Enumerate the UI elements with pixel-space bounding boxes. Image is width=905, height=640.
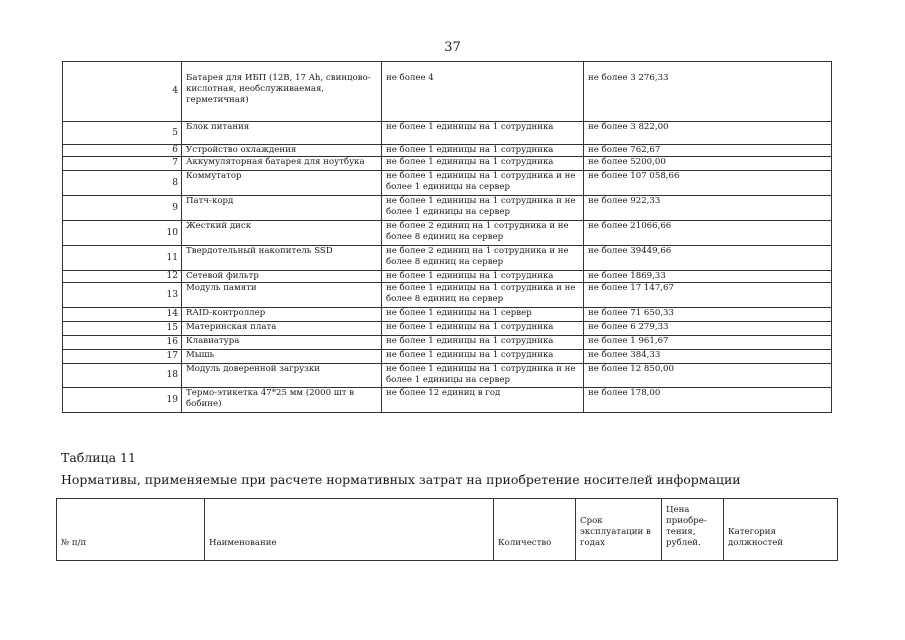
- row-number: 8: [63, 171, 182, 196]
- table-row: [63, 271, 832, 283]
- item-quantity: не более 1 единицы на 1 сотрудника: [382, 157, 584, 171]
- row-number: 17: [63, 350, 182, 364]
- table-row: [63, 145, 832, 157]
- item-name: Термо-этикетка 47*25 мм (2000 шт в бобине): [182, 388, 382, 413]
- row-number: 5: [63, 122, 182, 145]
- item-name: Блок питания: [182, 122, 382, 145]
- item-price: не более 17 147,67: [584, 283, 832, 308]
- item-name: Аккумуляторная батарея для ноутбука: [182, 157, 382, 171]
- table-row: [63, 221, 832, 246]
- header-category: Категория должностей: [724, 499, 838, 561]
- item-quantity: не более 2 единиц на 1 сотрудника и не более 8 единиц на сервер: [382, 246, 584, 271]
- table-row: [63, 157, 832, 171]
- item-quantity: не более 1 единицы на 1 сервер: [382, 308, 584, 322]
- table-row: [63, 336, 832, 350]
- item-quantity: не более 1 единицы на 1 сотрудника и не более 1 единицы на сервер: [382, 171, 584, 196]
- item-name: Жесткий диск: [182, 221, 382, 246]
- item-price: не более 21066,66: [584, 221, 832, 246]
- item-name: Модуль памяти: [182, 283, 382, 308]
- table-row: [63, 308, 832, 322]
- item-name: Модуль доверенной загрузки: [182, 364, 382, 388]
- table-row: [63, 246, 832, 271]
- item-quantity: не более 12 единиц в год: [382, 388, 584, 413]
- item-name: RAID-контроллер: [182, 308, 382, 322]
- table-row: [63, 283, 832, 308]
- table-row: [63, 388, 832, 413]
- item-name: Патч-корд: [182, 196, 382, 221]
- item-name: Материнская плата: [182, 322, 382, 336]
- item-quantity: не более 1 единицы на 1 сотрудника и не более 1 единицы на сервер: [382, 196, 584, 221]
- header-qty: Количество: [494, 499, 576, 561]
- item-quantity: не более 4: [382, 62, 584, 122]
- item-name: Сетевой фильтр: [182, 271, 382, 283]
- row-number: 11: [63, 246, 182, 271]
- table-title: Нормативы, применяемые при расчете нормативных затрат на приобретение носителей информации: [61, 472, 741, 487]
- item-price: не более 71 650,33: [584, 308, 832, 322]
- item-price: не более 1869,33: [584, 271, 832, 283]
- item-price: не более 762,67: [584, 145, 832, 157]
- table-row: [63, 364, 832, 388]
- item-quantity: не более 1 единицы на 1 сотрудника: [382, 350, 584, 364]
- item-price: не более 1 961,67: [584, 336, 832, 350]
- table-row: [63, 350, 832, 364]
- item-price: не более 6 279,33: [584, 322, 832, 336]
- item-quantity: не более 1 единицы на 1 сотрудника: [382, 322, 584, 336]
- item-quantity: не более 1 единицы на 1 сотрудника: [382, 271, 584, 283]
- row-number: 7: [63, 157, 182, 171]
- item-quantity: не более 1 единицы на 1 сотрудника и не более 1 единицы на сервер: [382, 364, 584, 388]
- item-name: Мышь: [182, 350, 382, 364]
- table-row: [63, 196, 832, 221]
- item-name: Коммутатор: [182, 171, 382, 196]
- item-name: Клавиатура: [182, 336, 382, 350]
- item-price: не более 5200,00: [584, 157, 832, 171]
- row-number: 14: [63, 308, 182, 322]
- media-table: [56, 498, 838, 561]
- table-label: Таблица 11: [61, 450, 136, 465]
- table-header-row: [57, 499, 838, 561]
- header-price: Цена приобре-тения, рублей.: [662, 499, 724, 561]
- item-name: Батарея для ИБП (12В, 17 Ah, свинцово-кислотная, необслуживаемая, герметичная): [182, 62, 382, 122]
- row-number: 9: [63, 196, 182, 221]
- table-row: [63, 62, 832, 122]
- item-quantity: не более 1 единицы на 1 сотрудника и не более 8 единиц на сервер: [382, 283, 584, 308]
- header-num: № п/п: [57, 499, 205, 561]
- item-quantity: не более 2 единиц на 1 сотрудника и не более 8 единиц на сервер: [382, 221, 584, 246]
- item-price: не более 39449,66: [584, 246, 832, 271]
- item-price: не более 12 850,00: [584, 364, 832, 388]
- equipment-table: [62, 61, 832, 413]
- row-number: 15: [63, 322, 182, 336]
- item-quantity: не более 1 единицы на 1 сотрудника: [382, 122, 584, 145]
- item-price: не более 178,00: [584, 388, 832, 413]
- table-row: [63, 122, 832, 145]
- row-number: 10: [63, 221, 182, 246]
- row-number: 18: [63, 364, 182, 388]
- table-row: [63, 171, 832, 196]
- header-name: Наименование: [205, 499, 494, 561]
- item-price: не более 922,33: [584, 196, 832, 221]
- table-row: [63, 322, 832, 336]
- row-number: 13: [63, 283, 182, 308]
- item-price: не более 3 276,33: [584, 62, 832, 122]
- row-number: 19: [63, 388, 182, 413]
- row-number: 6: [63, 145, 182, 157]
- row-number: 12: [63, 271, 182, 283]
- item-quantity: не более 1 единицы на 1 сотрудника: [382, 145, 584, 157]
- header-term: Срок эксплуатации в годах: [576, 499, 662, 561]
- row-number: 16: [63, 336, 182, 350]
- item-name: Устройство охлаждения: [182, 145, 382, 157]
- item-price: не более 384,33: [584, 350, 832, 364]
- item-price: не более 107 058,66: [584, 171, 832, 196]
- page-number: 37: [444, 40, 461, 55]
- item-quantity: не более 1 единицы на 1 сотрудника: [382, 336, 584, 350]
- item-name: Твердотельный накопитель SSD: [182, 246, 382, 271]
- row-number: 4: [63, 62, 182, 122]
- item-price: не более 3 822,00: [584, 122, 832, 145]
